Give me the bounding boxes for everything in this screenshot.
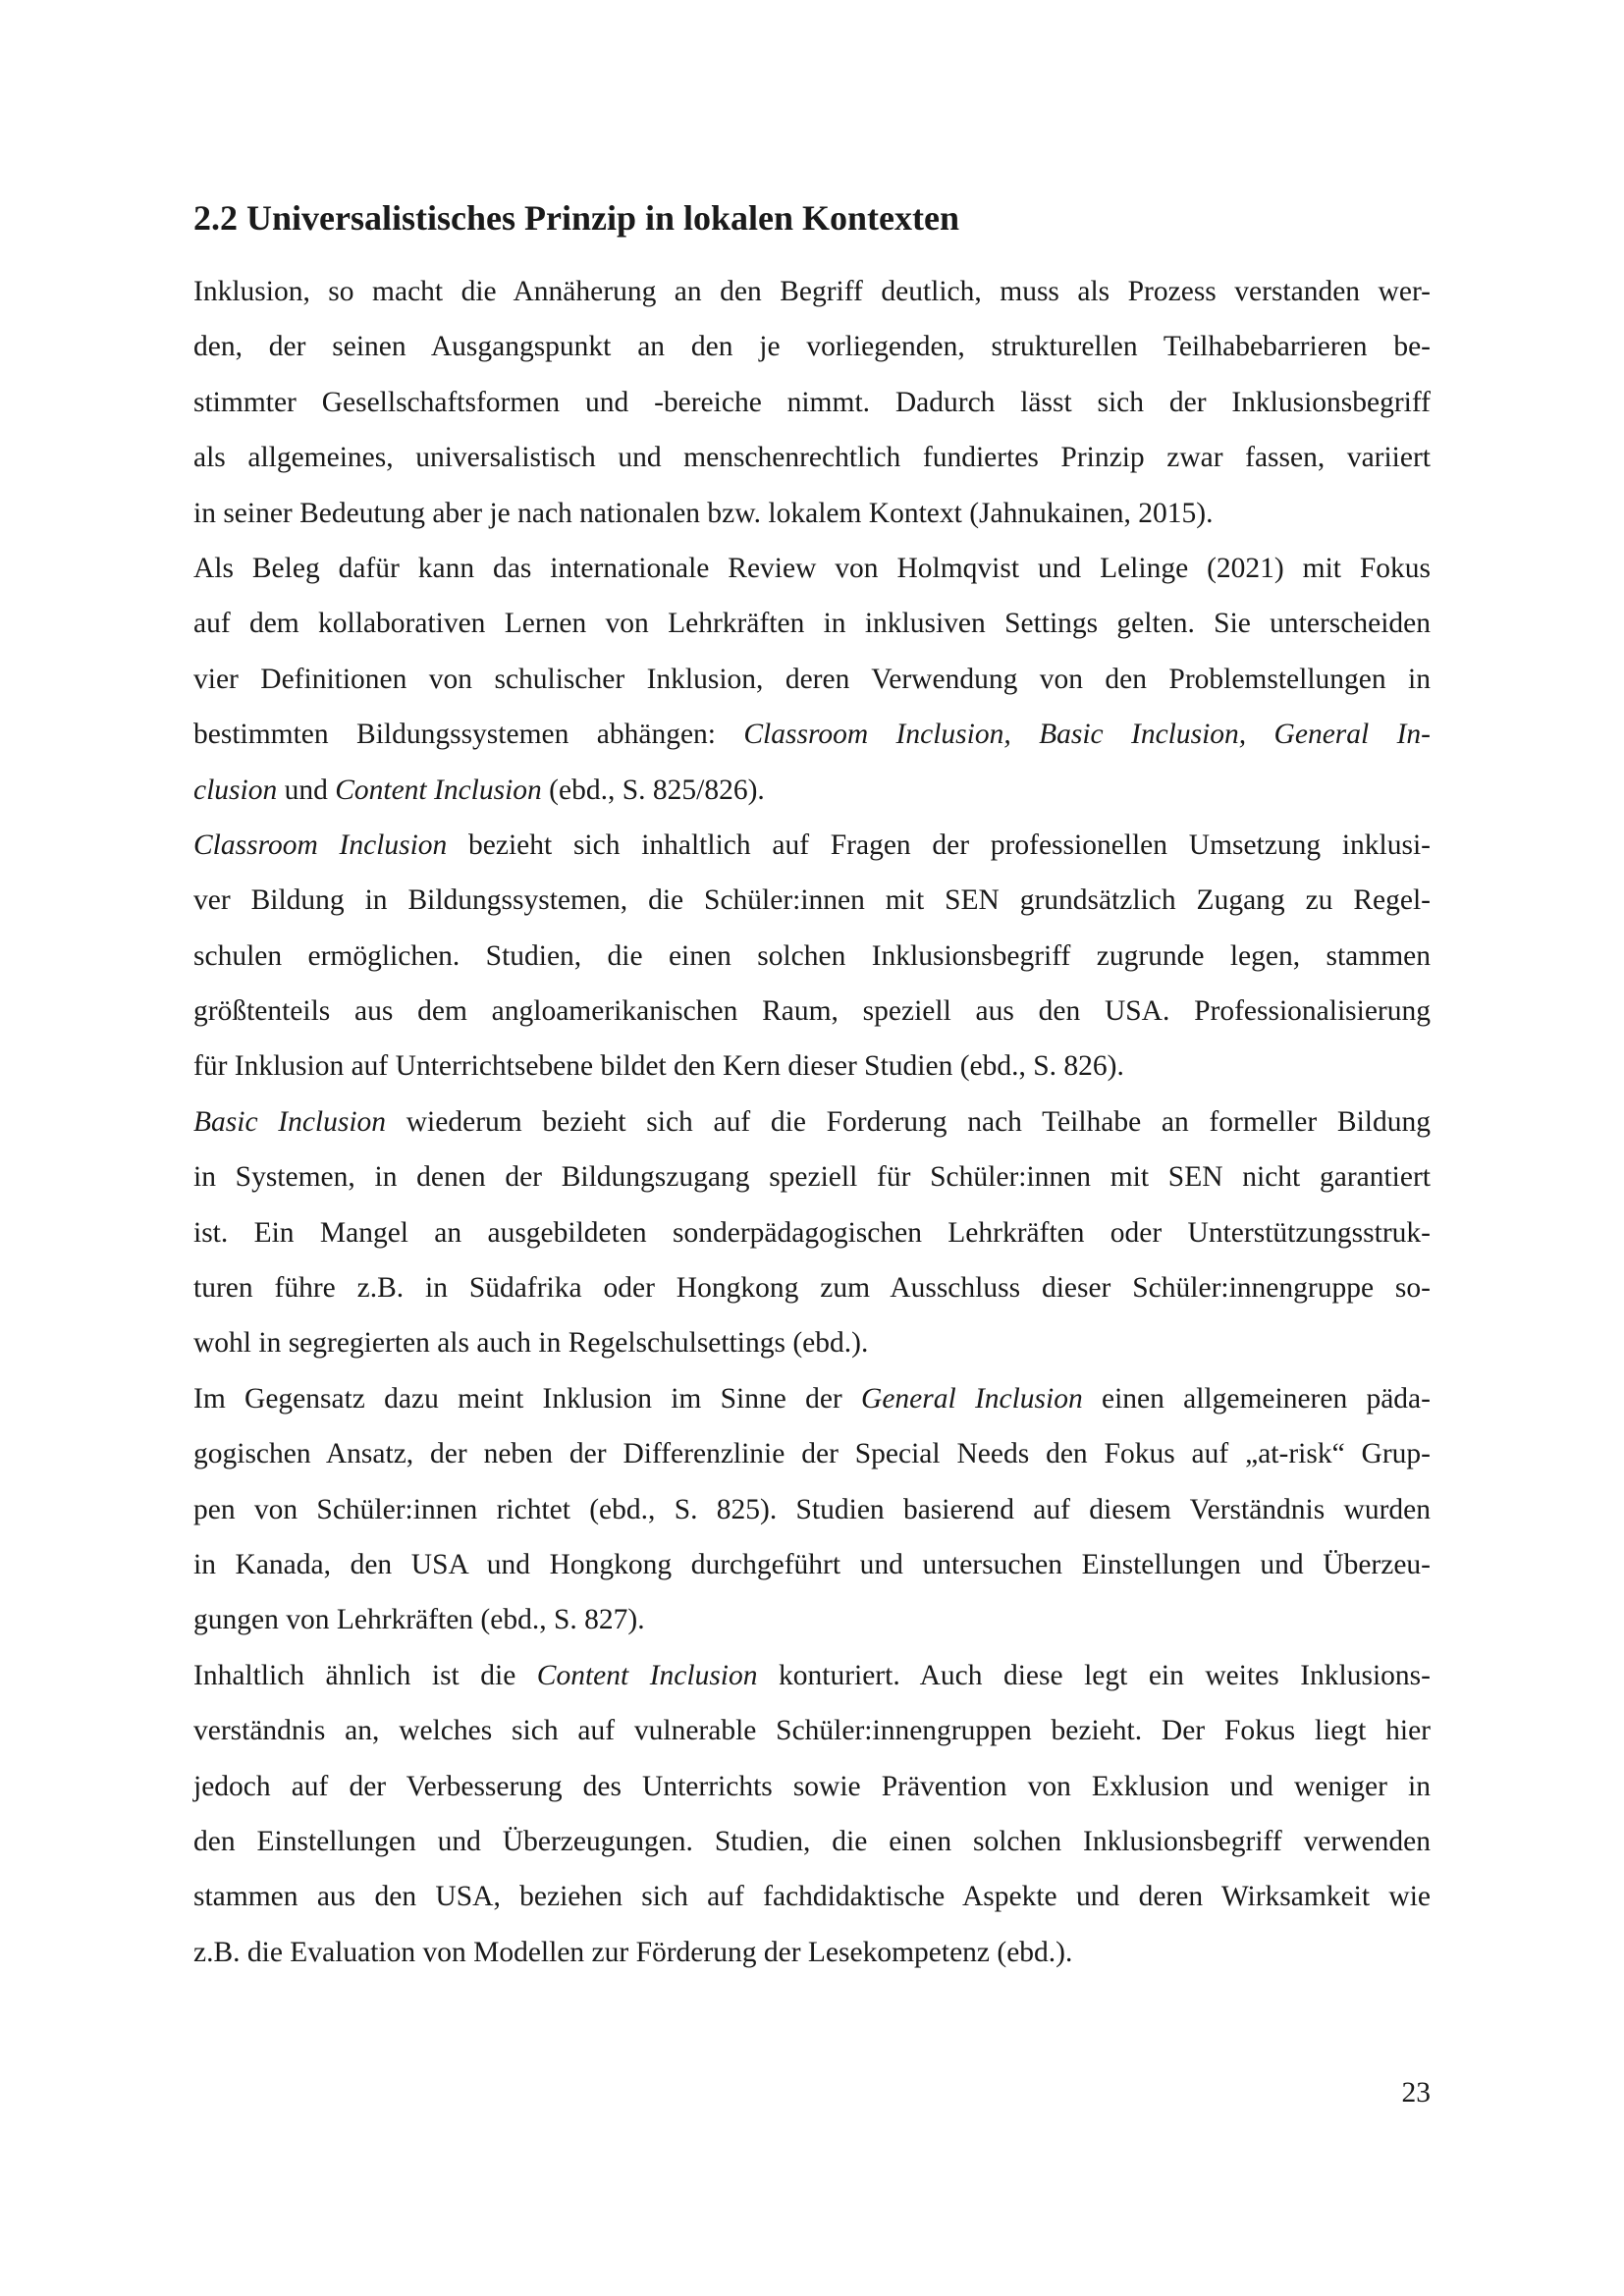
italic-term: Classroom Inclusion bbox=[193, 828, 448, 861]
text-line bbox=[193, 984, 1431, 1039]
text-run: (ebd., S. 825/826). bbox=[541, 774, 765, 806]
text-run: pen von Schüler:innen richtet (ebd., S. 825). Studien basierend auf diesem Verständnis wurden bbox=[193, 1493, 1431, 1525]
paragraph bbox=[193, 818, 1431, 1095]
text-line bbox=[193, 1260, 1431, 1315]
text-run: den, der seinen Ausgangspunkt an den je vorliegenden, strukturellen Teilhabebarrieren be- bbox=[193, 331, 1431, 363]
text-run: in Kanada, den USA und Hongkong durchgeführt und untersuchen Einstellungen und Überzeu- bbox=[193, 1548, 1431, 1580]
italic-term: Content Inclusion bbox=[335, 774, 542, 806]
italic-term: Classroom Inclusion, Basic Inclusion, General In- bbox=[743, 719, 1431, 751]
text-line bbox=[193, 486, 1431, 541]
text-line bbox=[193, 319, 1431, 374]
text-line bbox=[193, 1759, 1431, 1814]
text-run: konturiert. Auch diese legt ein weites Inklusions- bbox=[757, 1659, 1431, 1691]
text-run: stammen aus den USA, beziehen sich auf fachdidaktische Aspekte und deren Wirksamkeit wie bbox=[193, 1881, 1431, 1913]
text-line bbox=[193, 1482, 1431, 1537]
text-run: schulen ermöglichen. Studien, die einen solchen Inklusionsbegriff zugrunde legen, stammen bbox=[193, 939, 1431, 972]
text-line bbox=[193, 1537, 1431, 1592]
text-run: wiederum bezieht sich auf die Forderung nach Teilhabe an formeller Bildung bbox=[386, 1105, 1431, 1138]
text-line bbox=[193, 1371, 1431, 1426]
text-run: größtenteils aus dem angloamerikanischen Raum, speziell aus den USA. Professionalisierung bbox=[193, 995, 1431, 1028]
italic-term: clusion bbox=[193, 774, 278, 806]
paragraph bbox=[193, 1371, 1431, 1648]
italic-term: General Inclusion bbox=[861, 1382, 1083, 1415]
text-run: für Inklusion auf Unterrichtsebene bildet den Kern dieser Studien (ebd., S. 826). bbox=[193, 1050, 1124, 1083]
page-number: 23 bbox=[1401, 2077, 1431, 2109]
text-line bbox=[193, 1592, 1431, 1647]
text-line bbox=[193, 763, 1431, 818]
text-run: wohl in segregierten als auch in Regelschulsettings (ebd.). bbox=[193, 1327, 869, 1360]
text-run: gogischen Ansatz, der neben der Differenzlinie der Special Needs den Fokus auf „at-risk“ Grup- bbox=[193, 1438, 1431, 1470]
paragraph bbox=[193, 1648, 1431, 1980]
text-line bbox=[193, 430, 1431, 485]
text-run: jedoch auf der Verbesserung des Unterrichts sowie Prävention von Exklusion und weniger in bbox=[193, 1770, 1431, 1802]
text-run: den Einstellungen und Überzeugungen. Studien, die einen solchen Inklusionsbegriff verwenden bbox=[193, 1825, 1431, 1857]
text-run: in Systemen, in denen der Bildungszugang speziell für Schüler:innen mit SEN nicht garantiert bbox=[193, 1161, 1431, 1194]
text-line bbox=[193, 929, 1431, 984]
text-run: stimmter Gesellschaftsformen und -bereiche nimmt. Dadurch lässt sich der Inklusionsbegriff bbox=[193, 386, 1431, 418]
text-line bbox=[193, 1426, 1431, 1481]
text-line bbox=[193, 1648, 1431, 1703]
text-line bbox=[193, 1925, 1431, 1980]
text-line bbox=[193, 1869, 1431, 1924]
text-line bbox=[193, 1814, 1431, 1869]
text-run: einen allgemeineren päda- bbox=[1082, 1382, 1431, 1415]
text-run: Inklusion, so macht die Annäherung an den Begriff deutlich, muss als Prozess verstanden wer- bbox=[193, 276, 1431, 307]
text-line bbox=[193, 873, 1431, 928]
text-run: Inhaltlich ähnlich ist die bbox=[193, 1659, 537, 1691]
text-line bbox=[193, 264, 1431, 319]
text-run: bezieht sich inhaltlich auf Fragen der professionellen Umsetzung inklusi- bbox=[447, 828, 1431, 861]
text-line bbox=[193, 707, 1431, 762]
text-line bbox=[193, 1095, 1431, 1149]
text-run: z.B. die Evaluation von Modellen zur Förderung der Lesekompetenz (ebd.). bbox=[193, 1936, 1073, 1968]
text-line bbox=[193, 596, 1431, 651]
paragraph bbox=[193, 541, 1431, 818]
italic-term: Content Inclusion bbox=[536, 1659, 758, 1691]
italic-term: Basic Inclusion bbox=[193, 1105, 387, 1138]
text-line bbox=[193, 541, 1431, 596]
text-run: Im Gegensatz dazu meint Inklusion im Sinne der bbox=[193, 1382, 862, 1415]
text-run: turen führe z.B. in Südafrika oder Hongkong zum Ausschluss dieser Schüler:innengruppe so- bbox=[193, 1272, 1431, 1305]
text-line bbox=[193, 818, 1431, 873]
text-run: gungen von Lehrkräften (ebd., S. 827). bbox=[193, 1604, 645, 1636]
text-run: ist. Ein Mangel an ausgebildeten sonderpädagogischen Lehrkräften oder Unterstützungsstruk- bbox=[193, 1216, 1431, 1249]
text-run: ver Bildung in Bildungssystemen, die Schüler:innen mit SEN grundsätzlich Zugang zu Regel- bbox=[193, 884, 1431, 917]
text-run: Als Beleg dafür kann das internationale Review von Holmqvist und Lelinge (2021) mit Fokus bbox=[193, 552, 1431, 584]
body-text bbox=[193, 264, 1431, 1980]
paragraph bbox=[193, 264, 1431, 541]
text-run: verständnis an, welches sich auf vulnerable Schüler:innengruppen bezieht. Der Fokus liegt hier bbox=[193, 1715, 1431, 1747]
text-run: und bbox=[277, 774, 336, 806]
text-run: auf dem kollaborativen Lernen von Lehrkräften in inklusiven Settings gelten. Sie unterscheiden bbox=[193, 608, 1431, 640]
text-line bbox=[193, 652, 1431, 707]
paragraph bbox=[193, 1095, 1431, 1371]
text-run: bestimmten Bildungssystemen abhängen: bbox=[193, 719, 744, 751]
text-line bbox=[193, 1149, 1431, 1204]
section-heading: 2.2 Universalistisches Prinzip in lokalen Kontexten bbox=[193, 198, 960, 238]
text-line bbox=[193, 1205, 1431, 1260]
text-line bbox=[193, 1039, 1431, 1094]
text-run: in seiner Bedeutung aber je nach nationalen bzw. lokalem Kontext (Jahnukainen, 2015). bbox=[193, 497, 1214, 529]
text-line bbox=[193, 375, 1431, 430]
text-line bbox=[193, 1315, 1431, 1370]
text-run: als allgemeines, universalistisch und menschenrechtlich fundiertes Prinzip zwar fassen, variiert bbox=[193, 442, 1431, 474]
text-line bbox=[193, 1703, 1431, 1758]
text-run: vier Definitionen von schulischer Inklusion, deren Verwendung von den Problemstellungen in bbox=[193, 663, 1431, 695]
